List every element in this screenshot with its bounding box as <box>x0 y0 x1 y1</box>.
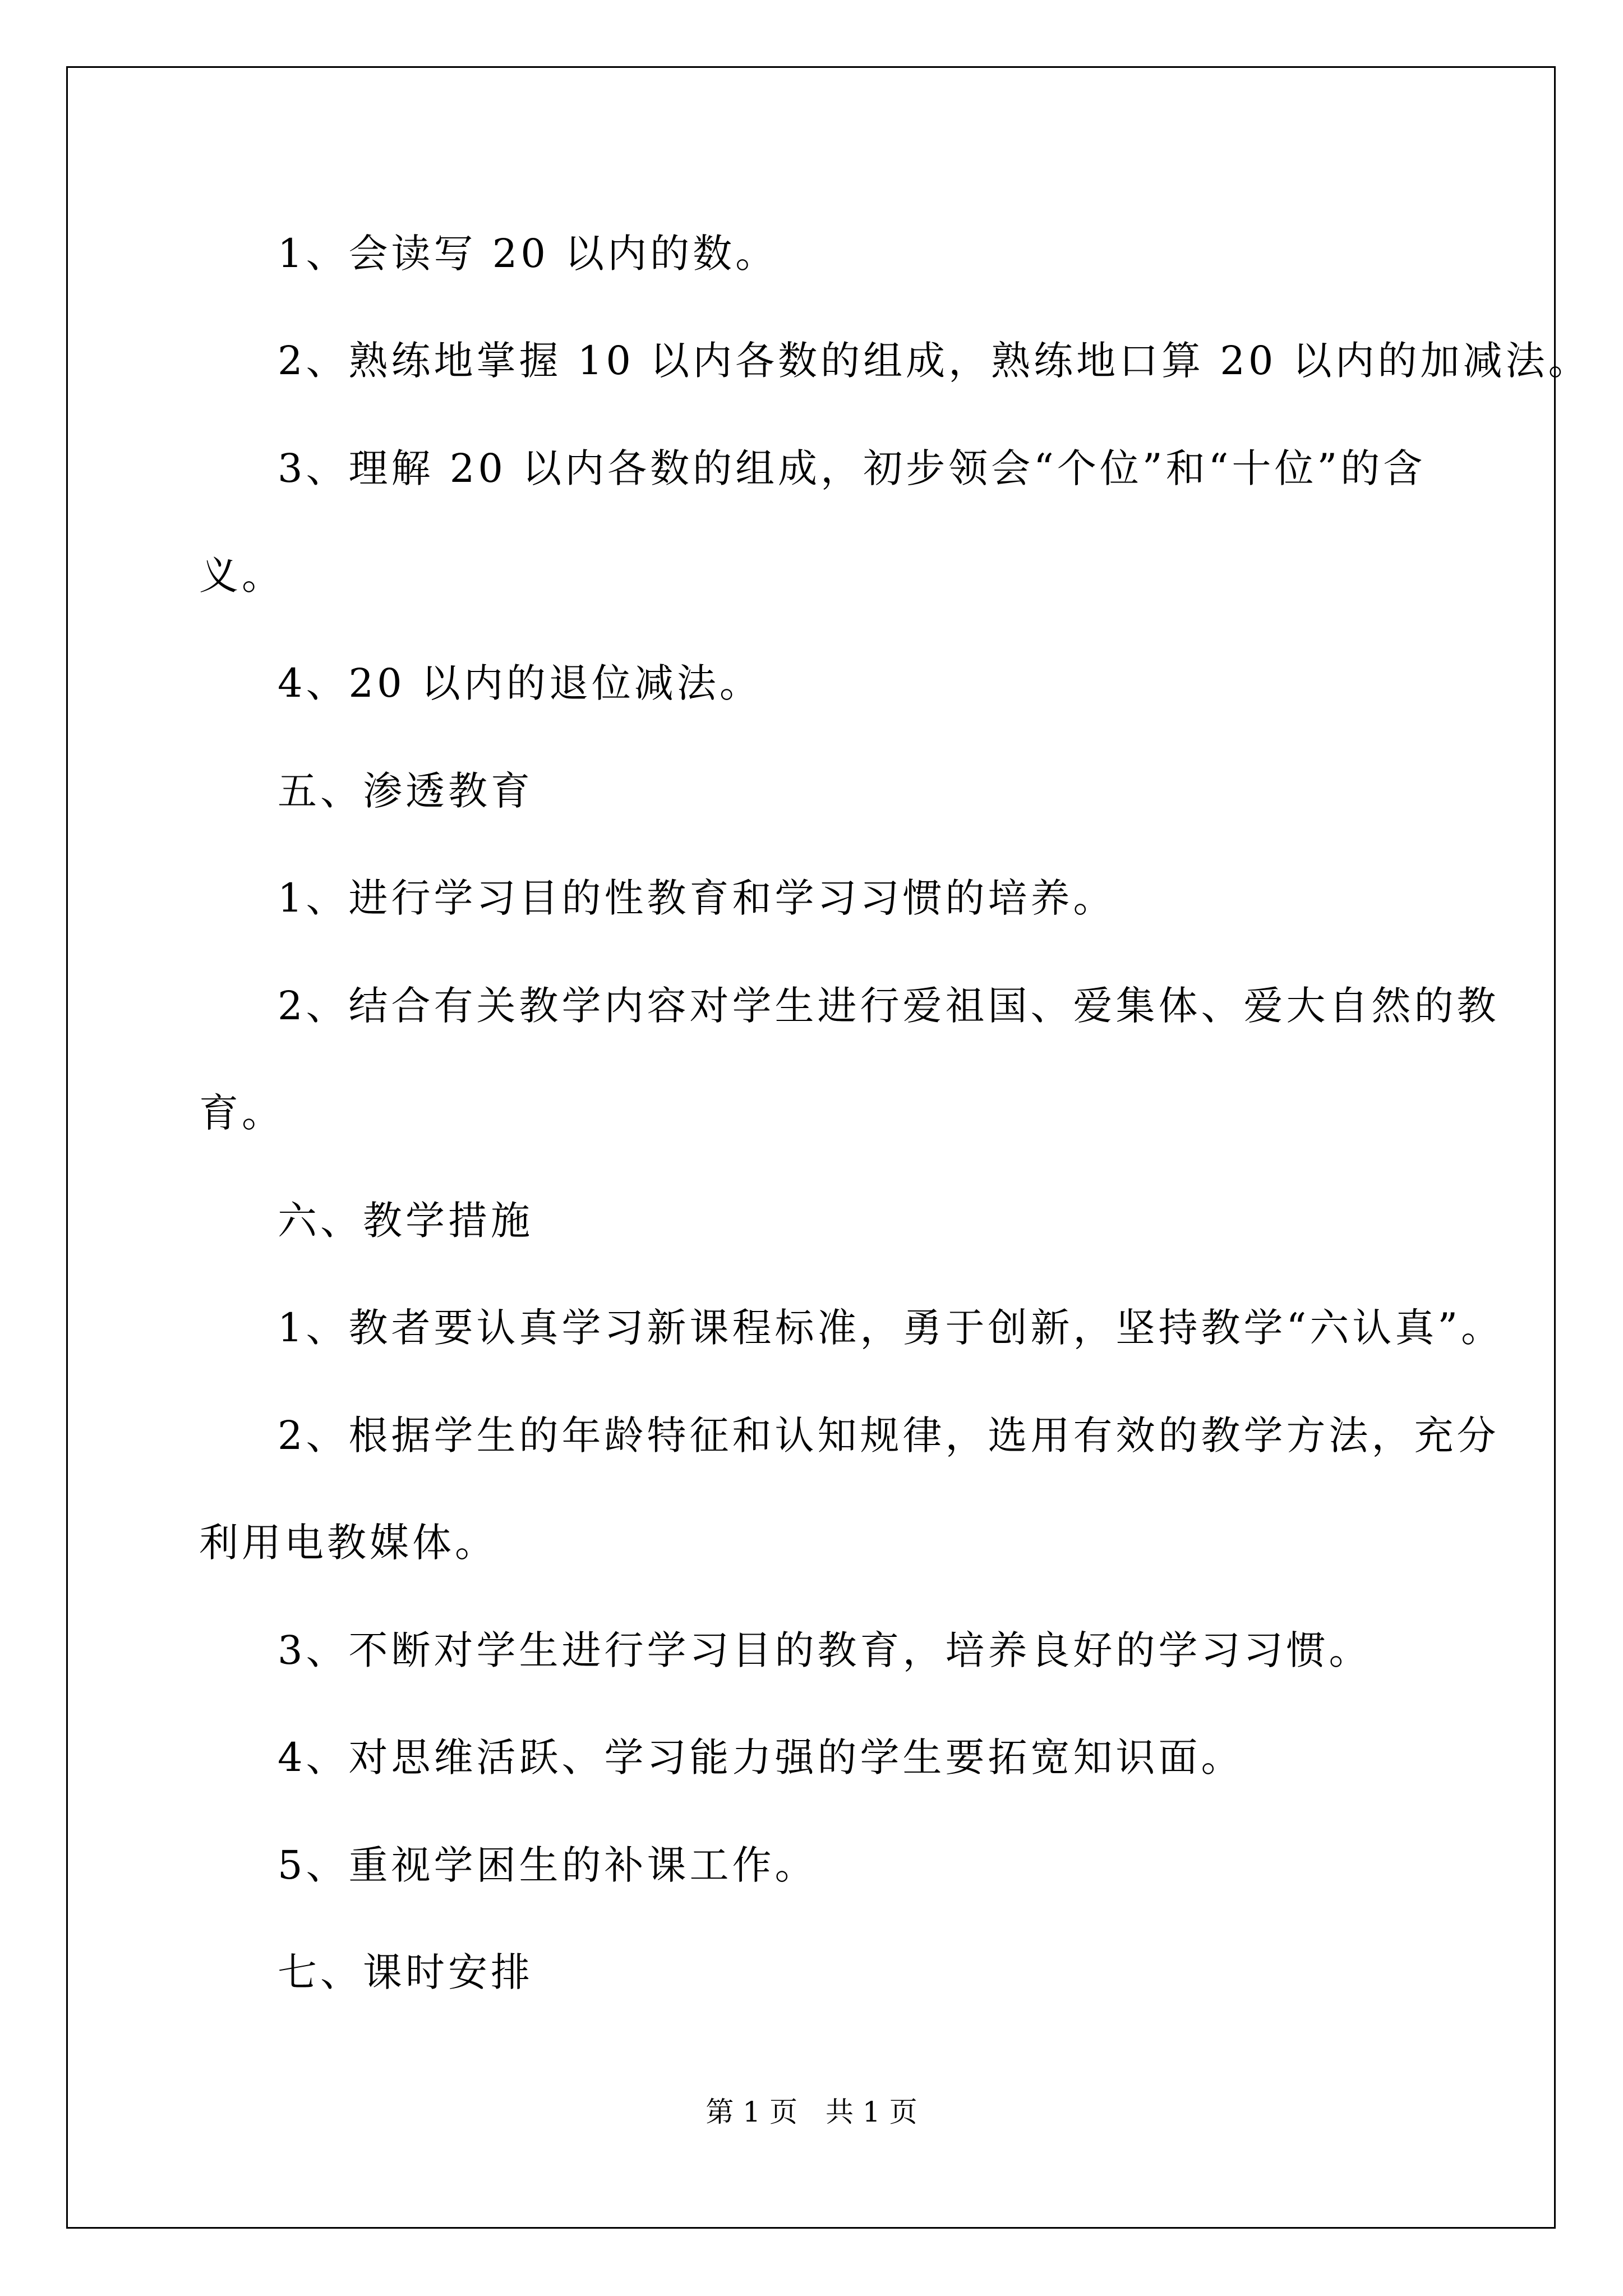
page-footer: 第 1 页 共 1 页 <box>706 2096 917 2128</box>
section-heading-6: 六、教学措施 <box>278 1198 533 1244</box>
text-line-15: 4、对思维活跃、学习能力强的学生要拓宽知识面。 <box>278 1734 1244 1780</box>
text-line-16: 5、重视学困生的补课工作。 <box>278 1842 818 1888</box>
text-line-4: 义。 <box>199 553 284 599</box>
text-line-8: 2、结合有关教学内容对学生进行爱祖国、爱集体、爱大自然的教 <box>278 983 1500 1029</box>
text-line-13: 利用电教媒体。 <box>199 1520 497 1566</box>
text-line-3: 3、理解 20 以内各数的组成，初步领会“个位”和“十位”的含 <box>278 445 1426 491</box>
text-line-11: 1、教者要认真学习新课程标准，勇于创新，坚持教学“六认真”。 <box>278 1305 1504 1351</box>
text-line-9: 育。 <box>199 1090 284 1136</box>
section-heading-7: 七、课时安排 <box>278 1949 533 1995</box>
text-line-7: 1、进行学习目的性教育和学习习惯的培养。 <box>278 875 1116 921</box>
page-border <box>66 66 1591 2229</box>
text-line-14: 3、不断对学生进行学习目的教育，培养良好的学习习惯。 <box>278 1627 1372 1673</box>
text-line-1: 1、会读写 20 以内的数。 <box>278 231 778 277</box>
text-line-2: 2、熟练地掌握 10 以内各数的组成，熟练地口算 20 以内的加减法。 <box>278 338 1591 384</box>
section-heading-5: 五、渗透教育 <box>278 768 533 814</box>
text-line-12: 2、根据学生的年龄特征和认知规律，选用有效的教学方法，充分 <box>278 1412 1500 1458</box>
text-line-5: 4、20 以内的退位减法。 <box>278 660 762 706</box>
